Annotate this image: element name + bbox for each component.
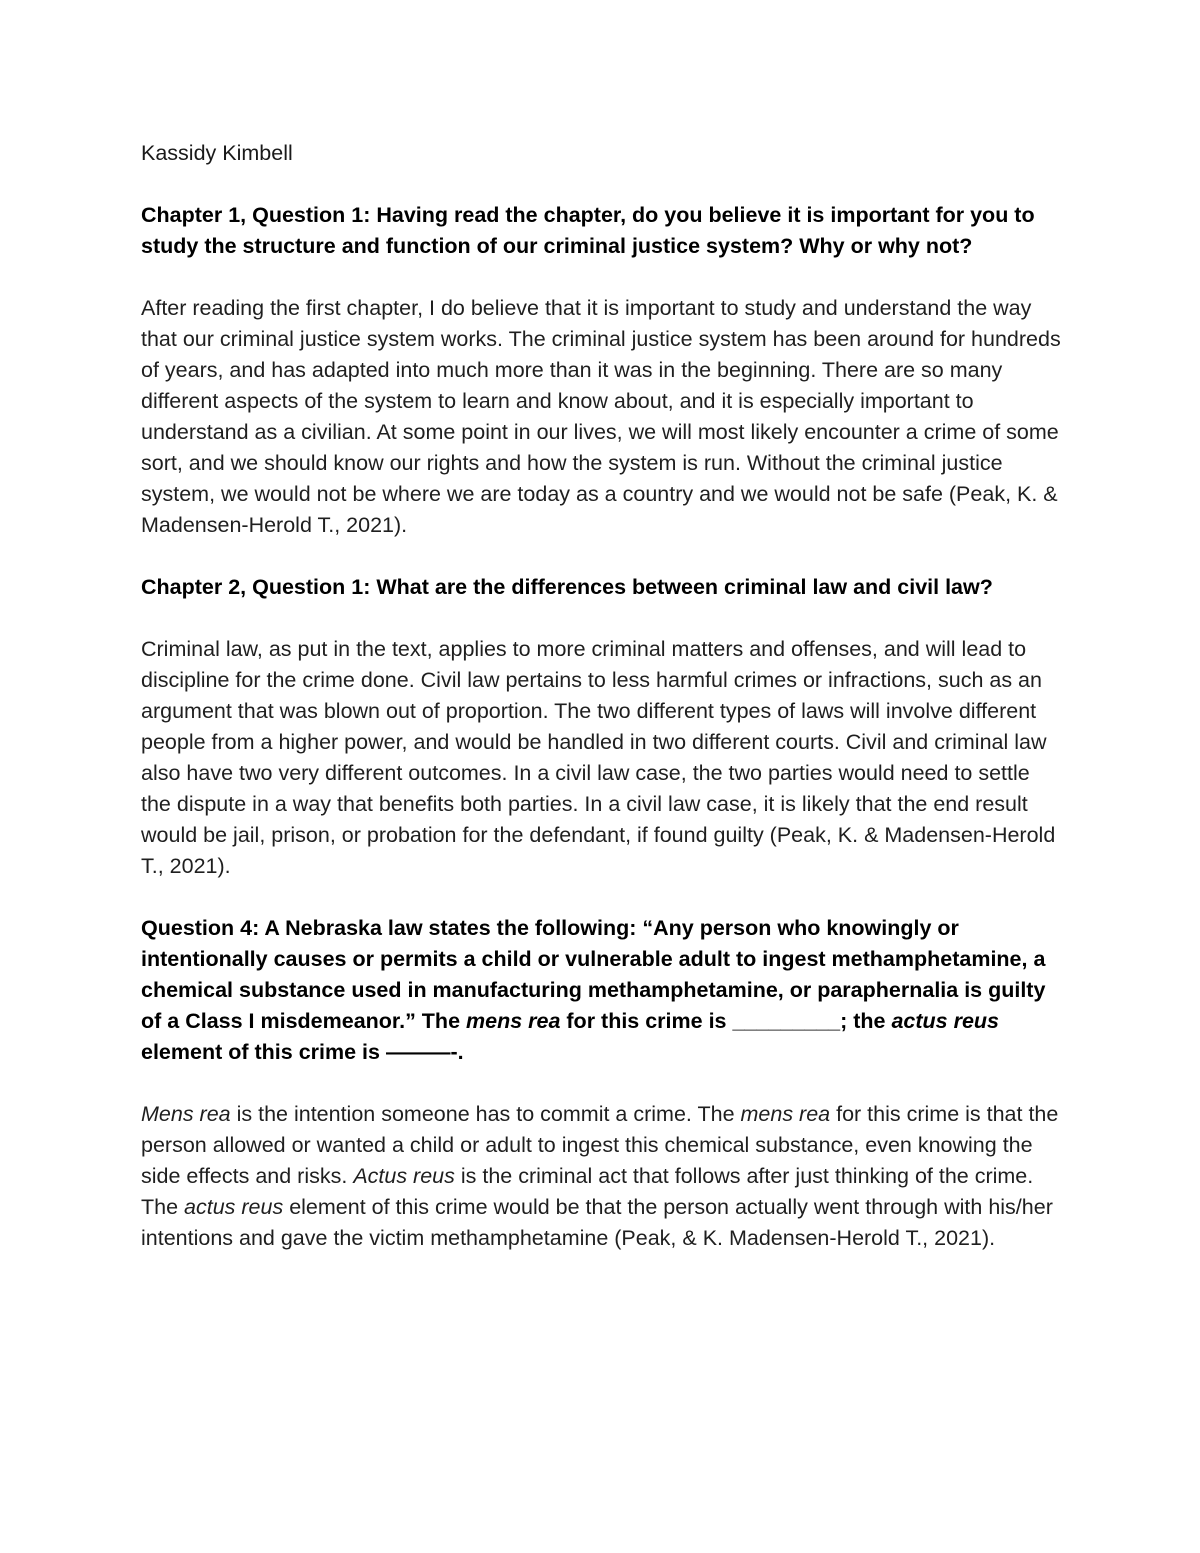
answer-4-text: element of this crime would be that the person actually went through with his/her intentions and gave the victim methamphetamine (Peak, & K. Madensen-Herold T., 2021). xyxy=(141,1195,1053,1250)
answer-4-text: for this crime is that the person allowed or wanted a child or adult to ingest this chemical substance, even knowing the side effects and risks. xyxy=(141,1102,1059,1188)
answer-question-4 xyxy=(141,1099,1061,1254)
question-4-text: element of this crime is ———-. xyxy=(141,1040,464,1064)
answer-4-text: is the intention someone has to commit a crime. The xyxy=(230,1102,741,1126)
answer-4-actus-reus-term: Actus reus xyxy=(353,1164,455,1188)
question-chapter-1: Chapter 1, Question 1: Having read the chapter, do you believe it is important for you to study the structure and function of our criminal justice system? Why or why not? xyxy=(141,203,1035,258)
answer-chapter-1: After reading the first chapter, I do believe that it is important to study and understand the way that our criminal justice system works. The criminal justice system has been around for hundreds of years, and has adapted into much more than it was in the beginning. There are so many different aspects of the system to learn and know about, and it is especially important to understand as a civilian. At some point in our lives, we will most likely encounter a crime of some sort, and we should know our rights and how the system is run. Without the criminal justice system, we would not be where we are today as a country and we would not be safe (Peak, K. & Madensen-Herold T., 2021). xyxy=(141,296,1061,537)
question-4-actus-reus-term: actus reus xyxy=(891,1009,1000,1033)
author-name: Kassidy Kimbell xyxy=(141,141,293,165)
question-4 xyxy=(141,913,1061,1068)
question-4-mens-rea-term: mens rea xyxy=(466,1009,561,1033)
question-chapter-2: Chapter 2, Question 1: What are the differences between criminal law and civil law? xyxy=(141,575,993,599)
answer-chapter-2: Criminal law, as put in the text, applies to more criminal matters and offenses, and will lead to discipline for the crime done. Civil law pertains to less harmful crimes or infractions, such as an argument that was blown out of proportion. The two different types of laws will involve different people from a higher power, and would be handled in two different courts. Civil and criminal law also have two very different outcomes. In a civil law case, the two parties would need to settle the dispute in a way that benefits both parties. In a civil law case, it is likely that the end result would be jail, prison, or probation for the defendant, if found guilty (Peak, K. & Madensen-Herold T., 2021). xyxy=(141,637,1056,878)
question-4-text: for this crime is _________; the xyxy=(560,1009,892,1033)
answer-4-mens-rea-term: Mens rea xyxy=(141,1102,231,1126)
question-4-text: Question 4: A Nebraska law states the following: “Any person who knowingly or intentionally causes or permits a child or vulnerable adult to ingest methamphetamine, a chemical substance used in manufacturing methamphetamine, or paraphernalia is guilty of a Class I misdemeanor.” The xyxy=(141,916,1046,1033)
document-body xyxy=(141,138,1061,1285)
answer-4-mens-rea-term: mens rea xyxy=(740,1102,831,1126)
answer-4-text: is the criminal act that follows after just thinking of the crime. The xyxy=(141,1164,1034,1219)
answer-4-actus-reus-term: actus reus xyxy=(184,1195,284,1219)
